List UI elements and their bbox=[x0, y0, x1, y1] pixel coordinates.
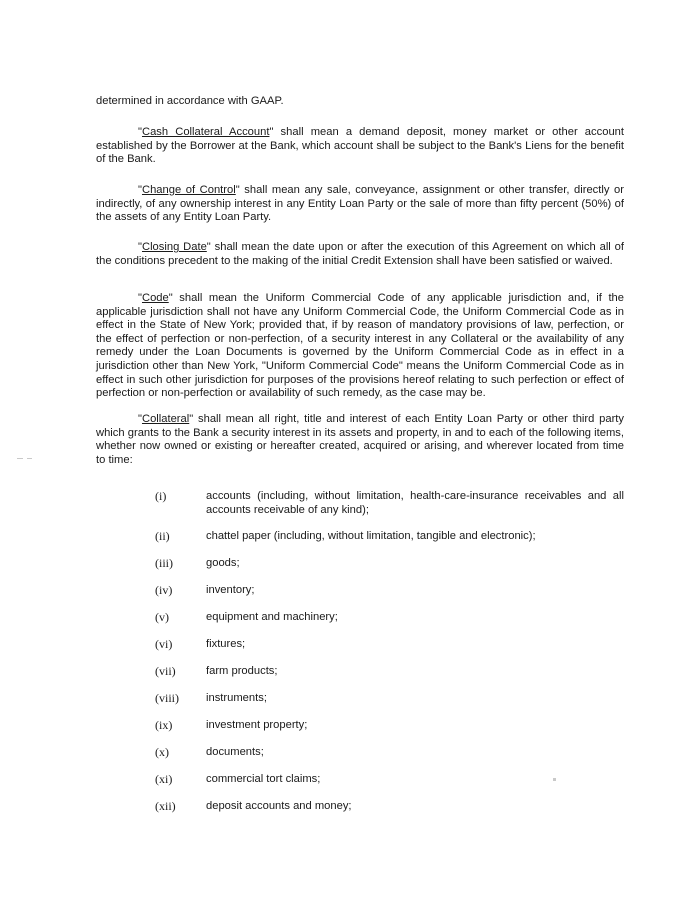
item-text: fixtures; bbox=[206, 638, 246, 650]
definition-code bbox=[96, 292, 624, 401]
item-number: (xii) bbox=[155, 799, 176, 813]
scan-artifact bbox=[27, 458, 32, 459]
definition-text: shall mean the Uniform Commercial Code of any applicable jurisdiction and, if the applicable jurisdiction shall not have any Uniform Commercial Code, the Uniform Commercial Code as in effect in the State of New York; provided that, if by reason of mandatory provisions of law, perfection, or the effect of perfection or non-perfection, of a security interest in any Collateral or the availability of any remedy under the Loan Documents is governed by the Uniform Commercial Code as in effect in a jurisdiction other than New York, "Uniform Commercial Code" means the Uniform Commercial Code as in effect in such other jurisdiction for purposes of the provisions hereof relating to such perfection or effect of perfection or non-perfection or availability of such remedy, as the case may be. bbox=[96, 292, 624, 400]
definition-text: shall mean the date upon or after the execution of this Agreement on which all of the conditions precedent to the making of the initial Credit Extension shall have been satisfied or waived. bbox=[96, 241, 624, 267]
item-text: commercial tort claims; bbox=[206, 773, 321, 785]
item-number: (ix) bbox=[155, 718, 173, 732]
item-text: farm products; bbox=[206, 665, 278, 677]
item-number: (xi) bbox=[155, 772, 173, 786]
definition-cash-collateral-account bbox=[96, 126, 624, 167]
definition-text: shall mean any sale, conveyance, assignment or other transfer, directly or indirectly, of any ownership interest in any Entity Loan Party or the sale of more than fifty percent (50%) of the assets of any Entity Loan Party. bbox=[96, 184, 624, 224]
item-number: (x) bbox=[155, 745, 169, 759]
item-number: (vi) bbox=[155, 637, 173, 651]
scan-artifact bbox=[553, 778, 556, 781]
defined-term: Cash Collateral Account bbox=[141, 126, 270, 138]
quote-close: " bbox=[206, 241, 211, 253]
quote-open: " bbox=[138, 413, 142, 425]
scan-artifact bbox=[17, 458, 23, 459]
item-number: (i) bbox=[155, 489, 167, 503]
definition-text: shall mean a demand deposit, money market or other account established by the Borrower at the Bank, which account shall be subject to the Bank's Liens for the benefit of the Bank. bbox=[96, 126, 624, 166]
quote-close: " bbox=[235, 184, 240, 196]
item-number: (v) bbox=[155, 610, 169, 624]
item-text: chattel paper (including, without limitation, tangible and electronic); bbox=[206, 530, 536, 542]
quote-open: " bbox=[138, 126, 142, 138]
item-text: instruments; bbox=[206, 692, 267, 704]
item-number: (viii) bbox=[155, 691, 179, 705]
item-text: goods; bbox=[206, 557, 240, 569]
item-number: (iv) bbox=[155, 583, 173, 597]
item-text: deposit accounts and money; bbox=[206, 800, 352, 812]
item-number: (ii) bbox=[155, 529, 170, 543]
intro-fragment: determined in accordance with GAAP. bbox=[96, 95, 284, 107]
quote-close: " bbox=[269, 126, 274, 138]
item-text: investment property; bbox=[206, 719, 308, 731]
defined-term: Change of Control bbox=[141, 184, 236, 196]
item-number: (vii) bbox=[155, 664, 176, 678]
definition-text: shall mean all right, title and interest of each Entity Loan Party or other third party which grants to the Bank a security interest in its assets and property, in and to each of the following items, whether now owned or existing or hereafter created, acquired or arising, and wherever located from time to time: bbox=[96, 413, 624, 466]
definition-closing-date bbox=[96, 241, 624, 268]
quote-close: " bbox=[168, 292, 173, 304]
definition-change-of-control bbox=[96, 184, 624, 225]
quote-open: " bbox=[138, 184, 142, 196]
defined-term: Closing Date bbox=[141, 241, 207, 253]
item-text: documents; bbox=[206, 746, 264, 758]
defined-term: Collateral bbox=[141, 413, 190, 425]
quote-open: " bbox=[138, 292, 142, 304]
item-text: equipment and machinery; bbox=[206, 611, 338, 623]
quote-close: " bbox=[189, 413, 194, 425]
defined-term: Code bbox=[141, 292, 169, 304]
item-text: inventory; bbox=[206, 584, 255, 596]
definition-collateral bbox=[96, 413, 624, 467]
quote-open: " bbox=[138, 241, 142, 253]
item-number: (iii) bbox=[155, 556, 173, 570]
item-text: accounts (including, without limitation, health-care-insurance receivables and all accounts receivable of any kind); bbox=[206, 490, 624, 516]
